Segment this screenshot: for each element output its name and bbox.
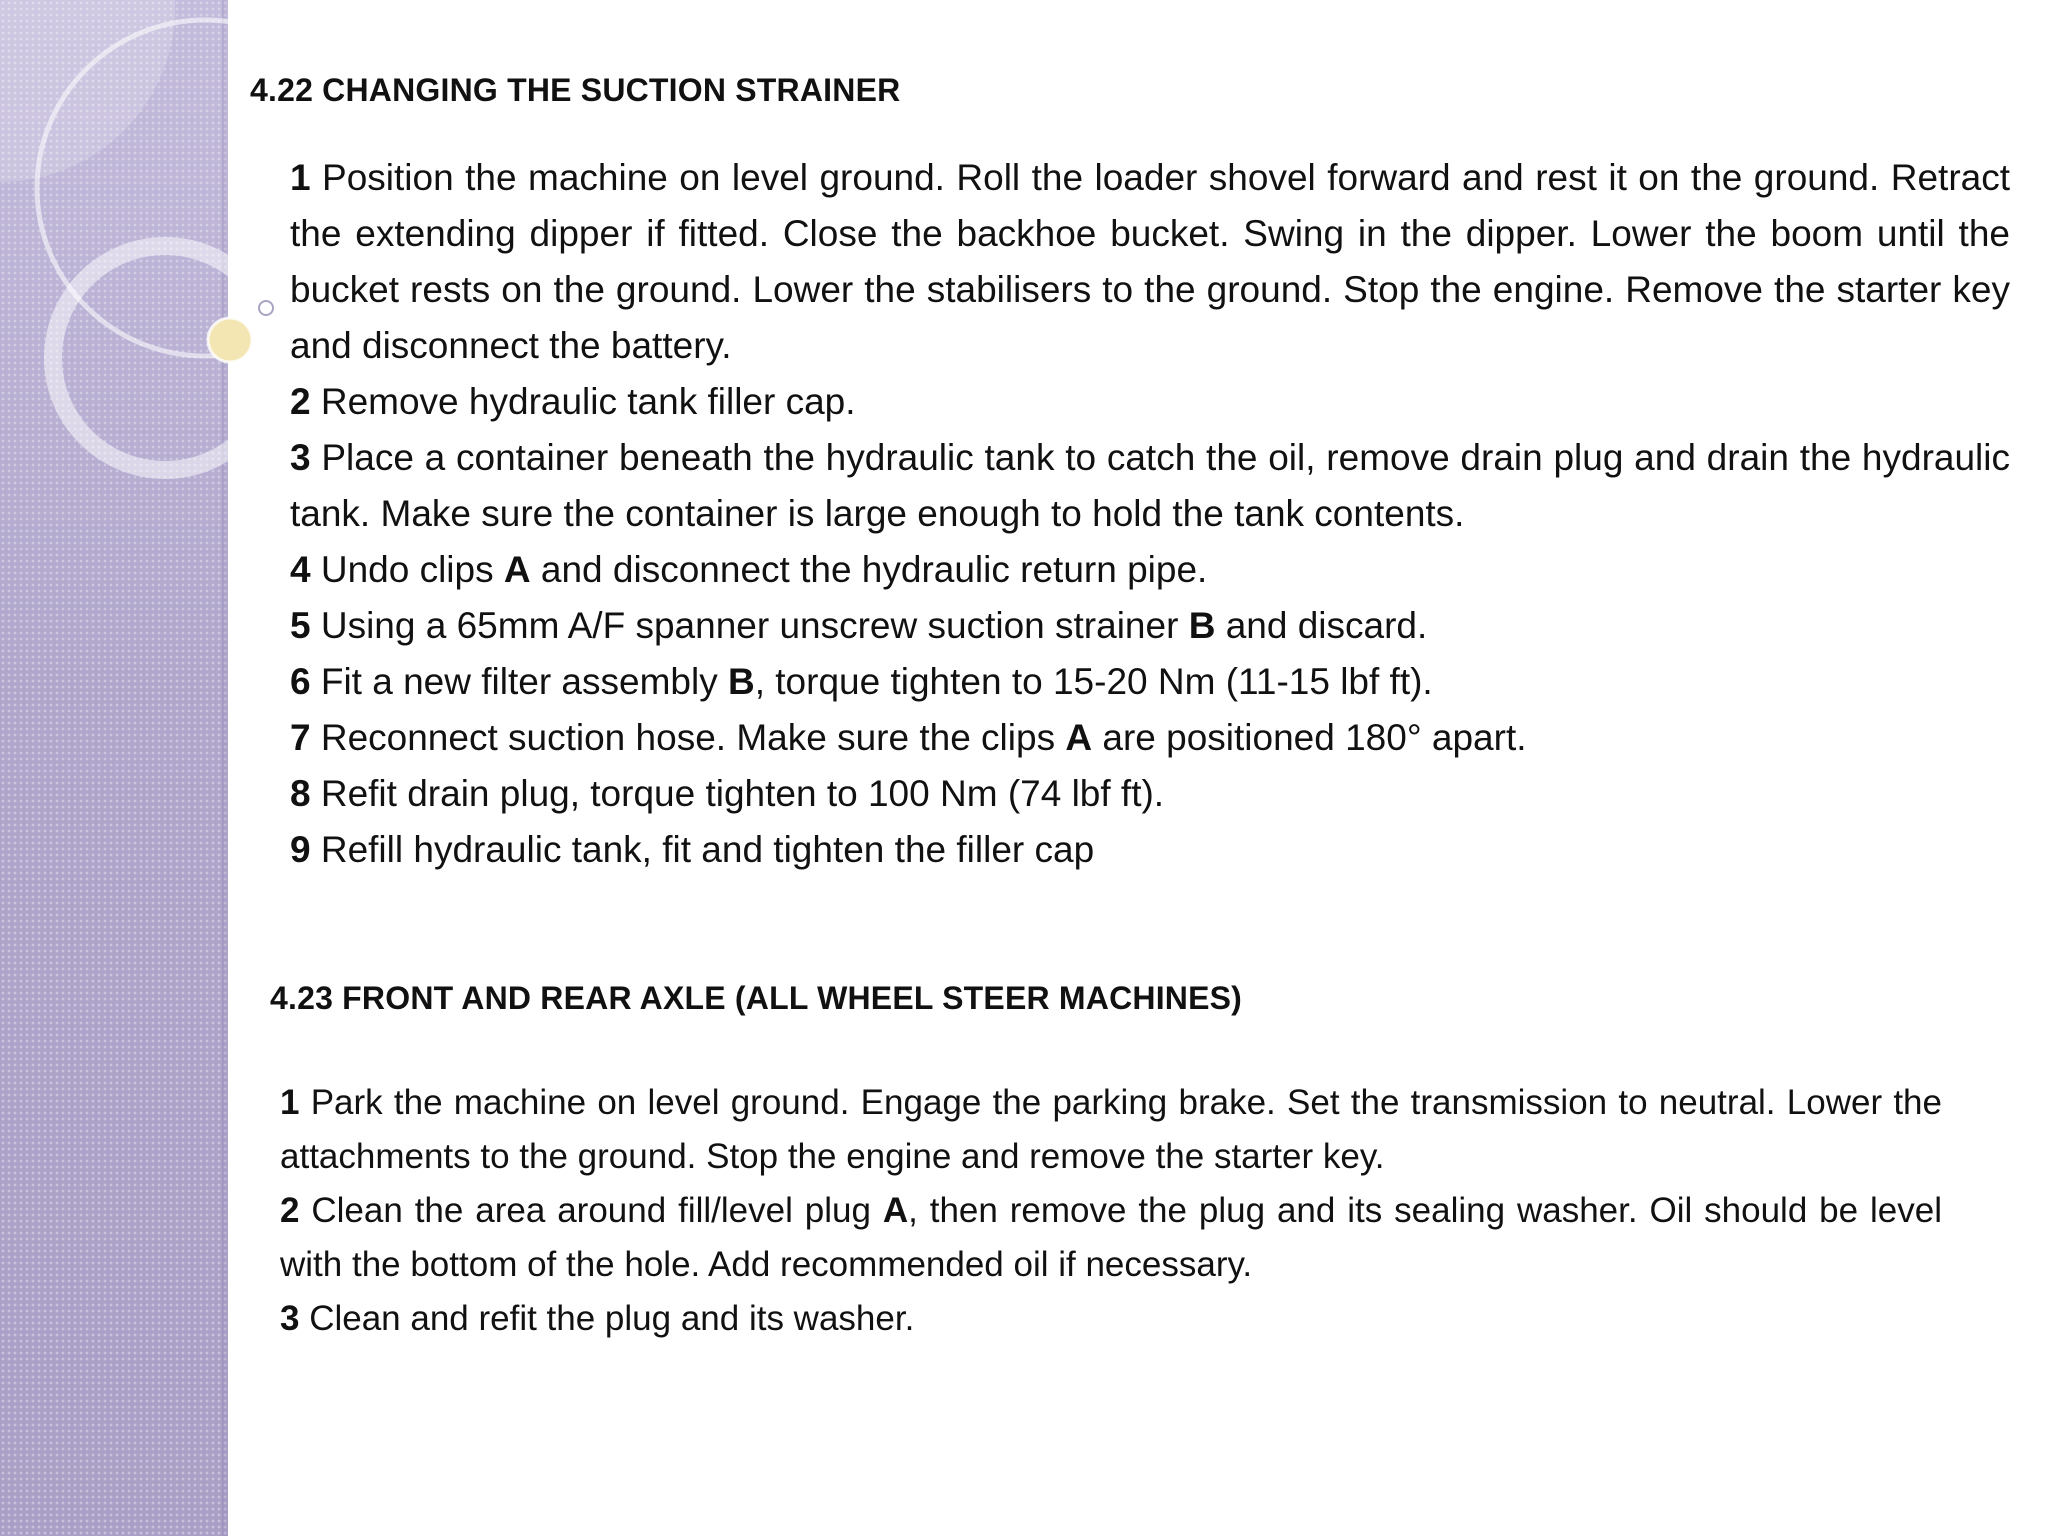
step-item [290,598,2010,654]
component-reference: B [727,661,755,702]
step-text: are positioned 180° apart. [1092,717,1527,758]
step-text: Clean the area around fill/level plug [299,1191,883,1230]
step-text: Park the machine on level ground. Engage the parking brake. Set the transmission to neutral. Lower the attachments to the ground. Stop the engine and remove the starter key. [280,1083,1942,1176]
step-number: 3 [280,1299,300,1338]
step-number: 8 [290,773,311,814]
section-heading-suction-strainer: 4.22 CHANGING THE SUCTION STRAINER [250,72,901,108]
step-item [280,1184,1942,1292]
step-number: 4 [290,549,311,590]
step-text: Position the machine on level ground. Roll the loader shovel forward and rest it on the ground. Retract the extending dipper if fitted. Close the backhoe bucket. Swing in the dipper. Lower the boom until the bucket rests on the ground. Lower the stabilisers to the ground. Stop the engine. Remove the starter key and disconnect the battery. [290,157,2010,366]
step-item [290,430,2010,542]
suction-strainer-steps [290,150,2010,878]
step-text: , then remove the plug and its sealing washer. Oil should be level with the bottom of the hole. Add recommended oil if necessary. [280,1191,1942,1284]
step-item [280,1292,1942,1346]
step-text: and discard. [1215,605,1428,646]
step-text: Remove hydraulic tank filler cap. [310,381,856,422]
step-number: 1 [290,157,311,198]
step-number: 3 [290,437,311,478]
step-item [290,542,2010,598]
step-number: 1 [280,1083,300,1122]
step-text: Reconnect suction hose. Make sure the clips [310,717,1066,758]
axle-steps [280,1076,1942,1346]
step-text: and disconnect the hydraulic return pipe. [530,549,1208,590]
component-reference: A [503,549,531,590]
step-item [290,822,2010,878]
section-heading-axle: 4.23 FRONT AND REAR AXLE (ALL WHEEL STEER MACHINES) [270,980,1243,1016]
component-reference: A [882,1191,909,1230]
step-item [290,374,2010,430]
step-number: 2 [280,1191,300,1230]
step-text: Refit drain plug, torque tighten to 100 Nm (74 lbf ft). [310,773,1165,814]
step-item [290,150,2010,374]
component-reference: B [1188,605,1216,646]
step-text: Clean and refit the plug and its washer. [299,1299,915,1338]
step-text: Refill hydraulic tank, fit and tighten the filler cap [310,829,1095,870]
step-text: , torque tighten to 15-20 Nm (11-15 lbf ft). [754,661,1433,702]
step-number: 2 [290,381,311,422]
step-number: 5 [290,605,311,646]
step-item [280,1076,1942,1184]
step-text: Undo clips [310,549,504,590]
step-text: Using a 65mm A/F spanner unscrew suction strainer [310,605,1189,646]
component-reference: A [1065,717,1093,758]
step-item [290,710,2010,766]
step-text: Fit a new filter assembly [310,661,728,702]
step-text: Place a container beneath the hydraulic tank to catch the oil, remove drain plug and drain the hydraulic tank. Make sure the container is large enough to hold the tank contents. [290,437,2010,534]
step-number: 6 [290,661,311,702]
step-item [290,654,2010,710]
step-item [290,766,2010,822]
step-number: 7 [290,717,311,758]
step-number: 9 [290,829,311,870]
